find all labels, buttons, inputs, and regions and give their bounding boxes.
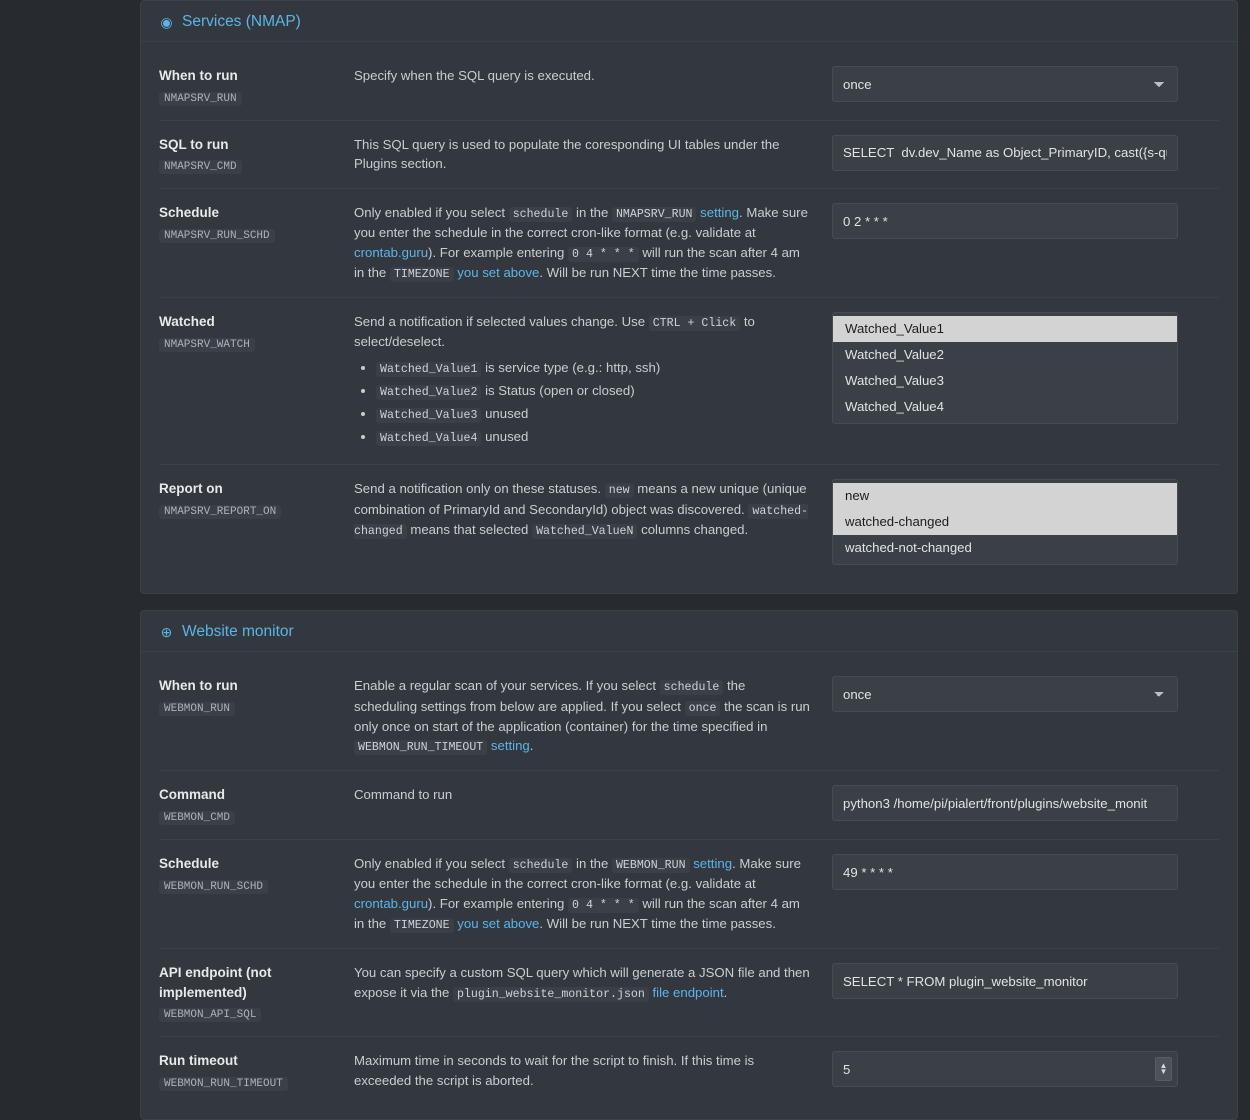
inline-link[interactable]: you set above (457, 915, 540, 931)
inline-code: watched-changed (354, 504, 809, 538)
setting-label: When to run (159, 678, 238, 694)
setting-key: NMAPSRV_RUN_SCHD (159, 229, 275, 243)
setting-listbox[interactable] (832, 479, 1178, 565)
setting-description: Command to run (354, 787, 453, 803)
setting-field-cell (832, 66, 1178, 102)
inline-link[interactable]: file endpoint (652, 984, 724, 1000)
setting-label: Report on (159, 481, 223, 497)
setting-field-cell (832, 1051, 1178, 1087)
setting-label: Schedule (159, 856, 220, 871)
inline-link[interactable]: setting (490, 738, 530, 754)
setting-key: NMAPSRV_CMD (159, 160, 242, 174)
listbox-option[interactable]: watched-changed (833, 509, 1177, 535)
setting-row (159, 771, 1219, 840)
setting-label: Watched (159, 314, 215, 330)
chevron-up-icon[interactable]: ▲ (1159, 1060, 1168, 1070)
inline-code: NMAPSRV_RUN (612, 207, 697, 222)
setting-label-cell (159, 785, 354, 825)
setting-label-cell (159, 312, 354, 352)
setting-description: Send a notification only on these statuses. new means a new unique (unique combination of PrimaryId and SecondaryId) object was discovered. watched-changed means that selected Watched_ValueN columns changed. (354, 481, 809, 538)
chevron-down-icon[interactable]: ▼ (1159, 1067, 1168, 1077)
list-item: • Watched_Value4 unused (376, 427, 810, 447)
globe-icon: ⊕ (160, 623, 173, 640)
setting-number-wrap (832, 1051, 1178, 1087)
setting-description: Send a notification if selected values change. Use CTRL + Click to select/deselect. • Watched_Value1 is service type (e.g.: http, ssh) • Watched_Value2 is Status (open or closed) • Watched_Value3 unused • Watched_Value4 unused (354, 312, 832, 450)
setting-key: NMAPSRV_WATCH (159, 338, 255, 352)
inline-code: schedule (509, 207, 573, 222)
settings-card-nmap (140, 0, 1238, 594)
setting-field-cell (832, 312, 1178, 424)
inline-code: Watched_Value3 (376, 408, 481, 423)
setting-description: You can specify a custom SQL query which will generate a JSON file and then expose it via the plugin_website_monitor.json file endpoint. (354, 965, 810, 1001)
inline-code: 0 4 * * * (568, 898, 639, 913)
setting-row (159, 949, 1219, 1037)
setting-label-cell (159, 66, 354, 106)
setting-description: Enable a regular scan of your services. If you select schedule the scheduling settings from below are applied. If you select once the scan is run only once on start of the application (container) for the time specified in WEBMON_RUN_TIMEOUT setting. (354, 678, 810, 755)
inline-link[interactable]: crontab.guru (354, 895, 429, 911)
setting-select[interactable] (832, 66, 1178, 102)
listbox-option[interactable]: Watched_Value2 (845, 346, 944, 362)
listbox-option[interactable]: new (833, 483, 1177, 509)
setting-listbox[interactable] (832, 312, 1178, 424)
setting-field-cell (832, 963, 1178, 999)
setting-key: WEBMON_API_SQL (159, 1008, 261, 1022)
setting-key: WEBMON_RUN_SCHD (159, 880, 268, 894)
inline-code: plugin_website_monitor.json (453, 987, 649, 1002)
inline-link[interactable]: crontab.guru (354, 244, 429, 260)
setting-label-cell (159, 135, 354, 175)
setting-label-cell (159, 854, 354, 894)
inline-code: Watched_Value1 (376, 362, 481, 377)
inline-code: Watched_Value2 (376, 385, 481, 400)
inline-code: CTRL + Click (649, 316, 741, 331)
setting-key: NMAPSRV_REPORT_ON (159, 505, 281, 519)
setting-text-input[interactable] (832, 785, 1178, 821)
setting-description: Maximum time in seconds to wait for the script to finish. If this time is exceeded the script is aborted. (354, 1053, 755, 1088)
card-header-website-monitor (141, 611, 1237, 652)
setting-number-input[interactable] (832, 1051, 1178, 1087)
setting-text-input[interactable] (832, 854, 1178, 890)
list-item: • Watched_Value3 unused (376, 404, 810, 424)
listbox-option[interactable]: Watched_Value1 (833, 316, 1177, 342)
setting-label-cell (159, 676, 354, 716)
settings-sections (140, 0, 1238, 1120)
card-title: Services (NMAP) (182, 13, 301, 30)
inline-code: schedule (660, 680, 724, 695)
setting-key: WEBMON_CMD (159, 811, 235, 825)
setting-label-cell (159, 1051, 354, 1091)
setting-text-input[interactable] (832, 963, 1178, 999)
inline-code: once (685, 701, 721, 716)
card-title: Website monitor (182, 623, 294, 641)
setting-description: Only enabled if you select schedule in the NMAPSRV_RUN setting. Make sure you enter the schedule in the correct cron-like format (e.g. validate at crontab.guru). For example entering 0 4 * * * will run the scan after 4 am in the TIMEZONE you set above. Will be run NEXT time the time passes. (354, 205, 808, 281)
setting-field-cell (832, 203, 1178, 239)
setting-label: When to run (159, 68, 238, 83)
card-body-website-monitor (141, 652, 1237, 1118)
number-stepper[interactable] (1155, 1057, 1172, 1081)
setting-row (159, 189, 1219, 298)
setting-field-cell (832, 676, 1178, 712)
inline-code: TIMEZONE (390, 918, 454, 933)
setting-key: NMAPSRV_RUN (159, 92, 242, 106)
setting-label: Command (159, 787, 226, 803)
setting-label-cell (159, 479, 354, 519)
setting-row (159, 1037, 1219, 1105)
inline-code: 0 4 * * * (568, 247, 639, 262)
listbox-option[interactable]: Watched_Value4 (845, 398, 944, 414)
setting-label: Schedule (159, 205, 220, 221)
setting-description: Only enabled if you select schedule in the WEBMON_RUN setting. Make sure you enter the schedule in the correct cron-like format (e.g. validate at crontab.guru). For example entering 0 4 * * * will run the scan after 4 am in the TIMEZONE you set above. Will be run NEXT time the time passes. (354, 856, 801, 932)
card-body-nmap (141, 42, 1237, 593)
setting-row (159, 840, 1219, 949)
card-header-nmap (141, 1, 1237, 42)
setting-field-cell (832, 854, 1178, 890)
setting-label: Run timeout (159, 1053, 238, 1069)
setting-label-cell (159, 203, 354, 243)
inline-code: Watched_ValueN (532, 524, 637, 539)
inline-link[interactable]: you set above (457, 264, 540, 280)
inline-code: new (605, 483, 634, 498)
listbox-option[interactable]: Watched_Value3 (845, 372, 944, 388)
setting-label: SQL to run (159, 136, 229, 152)
inline-code: WEBMON_RUN_TIMEOUT (354, 740, 487, 755)
setting-text-input[interactable] (832, 203, 1178, 239)
setting-field-cell (832, 135, 1178, 171)
setting-row (159, 465, 1219, 579)
setting-row (159, 121, 1219, 190)
setting-select[interactable] (832, 676, 1178, 712)
setting-row (159, 52, 1219, 121)
settings-card-website-monitor (140, 610, 1238, 1119)
setting-row (159, 298, 1219, 465)
setting-label-cell (159, 963, 354, 1022)
list-item: • Watched_Value1 is service type (e.g.: http, ssh) (376, 358, 810, 378)
setting-description: This SQL query is used to populate the coresponding UI tables under the Plugins section. (354, 136, 780, 172)
setting-text-input[interactable] (832, 135, 1178, 171)
setting-key: WEBMON_RUN_TIMEOUT (159, 1077, 288, 1091)
setting-description: Specify when the SQL query is executed. (354, 68, 595, 83)
setting-row (159, 662, 1219, 771)
setting-key: WEBMON_RUN (159, 702, 235, 716)
inline-code: TIMEZONE (390, 267, 454, 282)
inline-link[interactable]: setting (700, 205, 740, 221)
list-item: • Watched_Value2 is Status (open or closed) (376, 381, 810, 401)
setting-field-cell (832, 785, 1178, 821)
radar-icon: ◉ (160, 13, 173, 30)
setting-field-cell (832, 479, 1178, 565)
listbox-option[interactable]: watched-not-changed (845, 540, 972, 556)
inline-code: schedule (509, 858, 573, 873)
inline-code: Watched_Value4 (376, 431, 481, 446)
setting-label: API endpoint (not implemented) (159, 965, 272, 1000)
inline-code: WEBMON_RUN (612, 858, 690, 873)
inline-link[interactable]: setting (693, 856, 733, 871)
